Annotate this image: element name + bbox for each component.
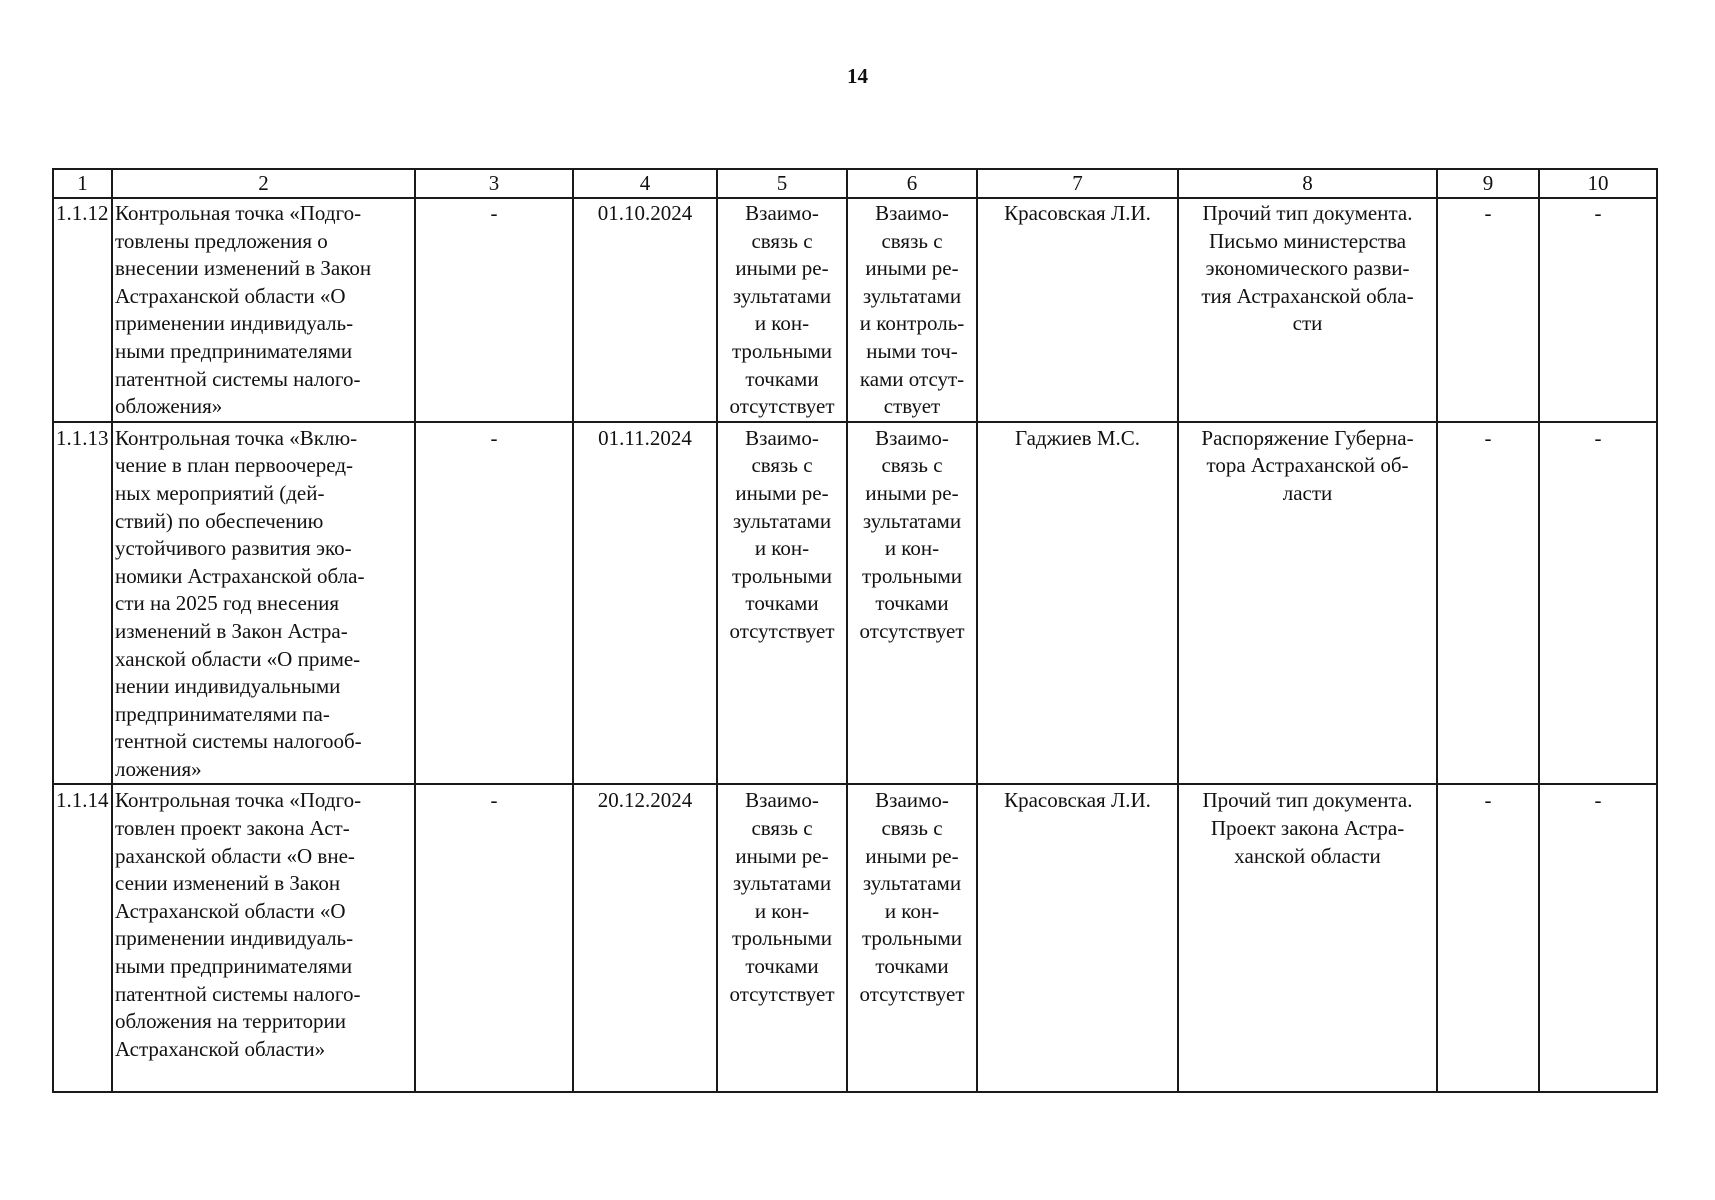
column-header: 8: [1178, 169, 1437, 198]
control-point-name: Контрольная точка «Подго- товлен проект закона Аст- раханской области «О вне- сении изменений в Закон Астраханской области «О применении индивидуаль- ными предпринимателями патентной системы налого- обложения на территории Астраханской области»: [112, 784, 415, 1092]
column-header: 6: [847, 169, 977, 198]
relation-col-5: Взаимо- связь с иными ре- зультатами и кон- трольными точками отсутствует: [717, 198, 847, 422]
row-number: 1.1.14: [53, 784, 112, 1092]
cell-col-10: -: [1539, 784, 1657, 1092]
cell-col-10: -: [1539, 422, 1657, 785]
cell-col-10: -: [1539, 198, 1657, 422]
column-header: 7: [977, 169, 1178, 198]
column-header: 3: [415, 169, 573, 198]
document-type: Распоряжение Губерна- тора Астраханской об- ласти: [1178, 422, 1437, 785]
column-header: 1: [53, 169, 112, 198]
column-header: 2: [112, 169, 415, 198]
row-number: 1.1.13: [53, 422, 112, 785]
deadline-date: 20.12.2024: [573, 784, 717, 1092]
column-header: 4: [573, 169, 717, 198]
relation-col-6: Взаимо- связь с иными ре- зультатами и кон- трольными точками отсутствует: [847, 784, 977, 1092]
control-point-name: Контрольная точка «Подго- товлены предложения о внесении изменений в Закон Астраханской области «О применении индивидуаль- ными предпринимателями патентной системы налого- обложения»: [112, 198, 415, 422]
row-number: 1.1.12: [53, 198, 112, 422]
table-row: [53, 422, 1657, 785]
cell-col-3: -: [415, 422, 573, 785]
column-header: 10: [1539, 169, 1657, 198]
deadline-date: 01.10.2024: [573, 198, 717, 422]
column-header: 9: [1437, 169, 1539, 198]
responsible-person: Красовская Л.И.: [977, 784, 1178, 1092]
cell-col-3: -: [415, 784, 573, 1092]
table-row: [53, 784, 1657, 1092]
document-type: Прочий тип документа. Письмо министерства экономического разви- тия Астраханской обла- сти: [1178, 198, 1437, 422]
header-row: [53, 169, 1657, 198]
relation-col-5: Взаимо- связь с иными ре- зультатами и кон- трольными точками отсутствует: [717, 784, 847, 1092]
relation-col-5: Взаимо- связь с иными ре- зультатами и кон- трольными точками отсутствует: [717, 422, 847, 785]
deadline-date: 01.11.2024: [573, 422, 717, 785]
cell-col-9: -: [1437, 198, 1539, 422]
cell-col-9: -: [1437, 784, 1539, 1092]
document-type: Прочий тип документа. Проект закона Астра- ханской области: [1178, 784, 1437, 1092]
page-number: 14: [847, 64, 868, 88]
control-point-name: Контрольная точка «Вклю- чение в план первоочеред- ных мероприятий (дей- ствий) по обеспечению устойчивого развития эко- номики Астраханской обла- сти на 2025 год внесения изменений в Закон Астра- ханской области «О приме- нении индивидуальными предпринимателями па- тентной системы налогооб- ложения»: [112, 422, 415, 785]
responsible-person: Гаджиев М.С.: [977, 422, 1178, 785]
column-header: 5: [717, 169, 847, 198]
relation-col-6: Взаимо- связь с иными ре- зультатами и контроль- ными точ- ками отсут- ствует: [847, 198, 977, 422]
cell-col-3: -: [415, 198, 573, 422]
cell-col-9: -: [1437, 422, 1539, 785]
relation-col-6: Взаимо- связь с иными ре- зультатами и кон- трольными точками отсутствует: [847, 422, 977, 785]
responsible-person: Красовская Л.И.: [977, 198, 1178, 422]
control-points-table: [52, 168, 1658, 1093]
table-row: [53, 198, 1657, 422]
